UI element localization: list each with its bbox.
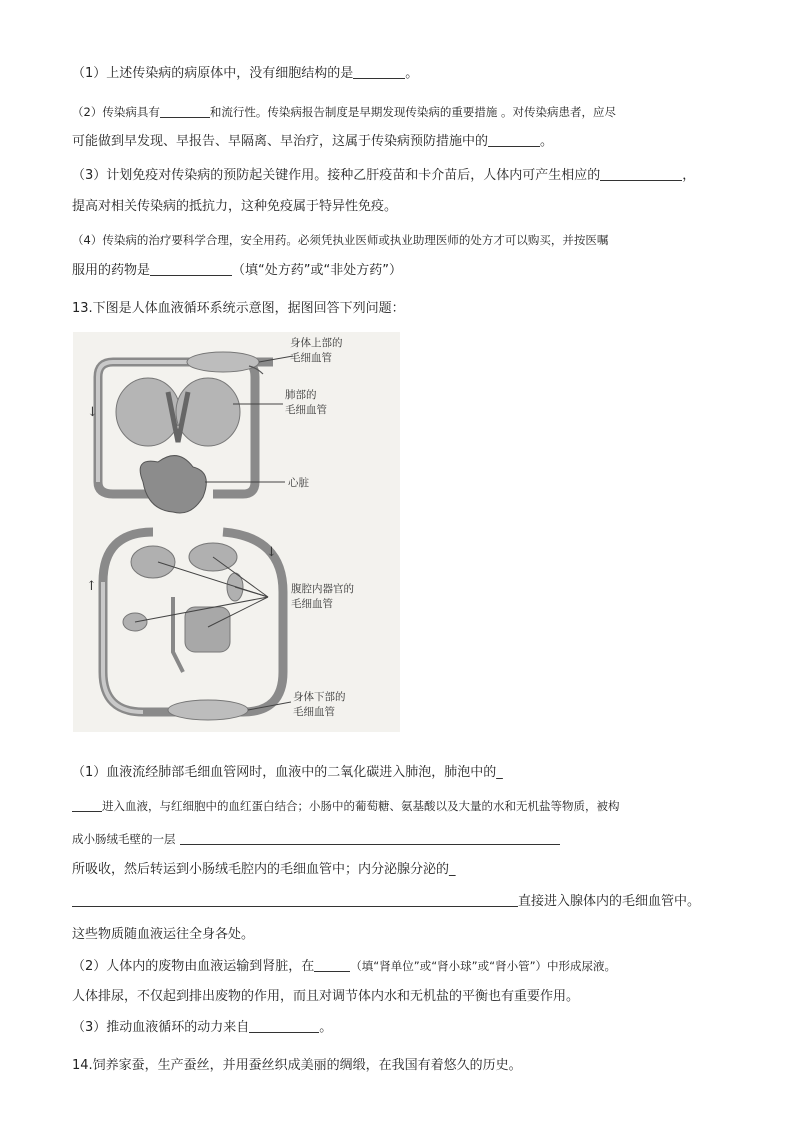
lower-body-capillaries (168, 700, 248, 720)
answer-blank[interactable] (249, 1019, 319, 1033)
q14-title: 14.饲养家蚕，生产蚕丝，并用蚕丝织成美丽的绸缎，在我国有着悠久的历史。 (72, 1058, 522, 1073)
heart (140, 456, 206, 513)
flow-arrow: ↓ (266, 545, 277, 560)
q13-title: 13.下图是人体血液循环系统示意图，据图回答下列问题： (72, 301, 405, 316)
q13-1-line4: 所吸收，然后转运到小肠绒毛腔内的毛细血管中；内分泌腺分泌的_ (72, 862, 456, 877)
flow-arrow: ↓ (87, 405, 98, 420)
liver (131, 546, 175, 578)
q12-2-line1: （2）传染病具有 和流行性。传染病报告制度是早期发现传染病的重要措施 。对传染病患者，应尽 (72, 105, 616, 119)
label-lung-line2: 毛细血管 (285, 404, 327, 416)
abdominal-vessel (173, 597, 183, 672)
answer-blank[interactable] (72, 893, 518, 907)
label-lower-body-line2: 毛细血管 (293, 706, 335, 718)
label-upper-body-line1: 身体上部的 (290, 337, 343, 349)
q13-1-line6: 这些物质随血液运往全身各处。 (72, 927, 255, 942)
answer-blank[interactable] (353, 65, 405, 79)
answer-blank[interactable] (160, 104, 210, 118)
label-abdomen-line2: 毛细血管 (291, 598, 333, 610)
label-abdomen-line1: 腹腔内器官的 (291, 583, 354, 595)
answer-blank[interactable] (600, 167, 682, 181)
q12-3-line2: 提高对相关传染病的抵抗力，这种免疫属于特异性免疫。 (72, 199, 398, 214)
answer-blank[interactable] (314, 958, 350, 972)
q13-3: （3）推动血液循环的动力来自 。 (72, 1020, 333, 1035)
label-heart: 心脏 (288, 477, 309, 489)
flow-arrow: ↑ (86, 579, 97, 594)
q12-1: （1）上述传染病的病原体中，没有细胞结构的是 。 (72, 66, 419, 81)
q12-4-line1: （4）传染病的治疗要科学合理，安全用药。必须凭执业医师或执业助理医师的处方才可以购买，并按医嘱 (72, 233, 609, 247)
q13-2-line2: 人体排尿，不仅起到排出废物的作用，而且对调节体内水和无机盐的平衡也有重要作用。 (72, 989, 580, 1004)
q13-2-line1: （2）人体内的废物由血液运输到肾脏，在 （填“肾单位”或“肾小球”或“肾小管”）中形成尿液。 (72, 959, 617, 974)
label-lung-line1: 肺部的 (285, 389, 317, 401)
circulation-diagram-svg (73, 332, 400, 732)
intestines (185, 607, 230, 652)
q13-1-line5: 直接进入腺体内的毛细血管中。 (72, 893, 700, 911)
q12-3-line1: （3）计划免疫对传染病的预防起关键作用。接种乙肝疫苗和卡介苗后，人体内可产生相应的 ， (72, 168, 696, 183)
q13-1-line2: 进入血液，与红细胞中的血红蛋白结合；小肠中的葡萄糖、氨基酸以及大量的水和无机盐等物质，被构 (72, 797, 620, 815)
label-upper-body-line2: 毛细血管 (290, 352, 332, 364)
upper-body-capillaries (187, 352, 259, 372)
q13-1-line3: 成小肠绒毛壁的一层 (72, 830, 560, 848)
answer-blank[interactable] (150, 262, 232, 276)
answer-blank[interactable] (72, 798, 102, 812)
q12-2-line2: 可能做到早发现、早报告、早隔离、早治疗，这属于传染病预防措施中的 。 (72, 134, 554, 149)
answer-blank[interactable] (180, 831, 560, 845)
answer-blank[interactable] (488, 133, 540, 147)
q13-1-line1: （1）血液流经肺部毛细血管网时，血液中的二氧化碳进入肺泡，肺泡中的_ (72, 765, 503, 780)
circulation-diagram (73, 332, 400, 732)
q12-4-line2: 服用的药物是 （填“处方药”或“非处方药”） (72, 263, 402, 278)
label-lower-body-line1: 身体下部的 (293, 691, 346, 703)
